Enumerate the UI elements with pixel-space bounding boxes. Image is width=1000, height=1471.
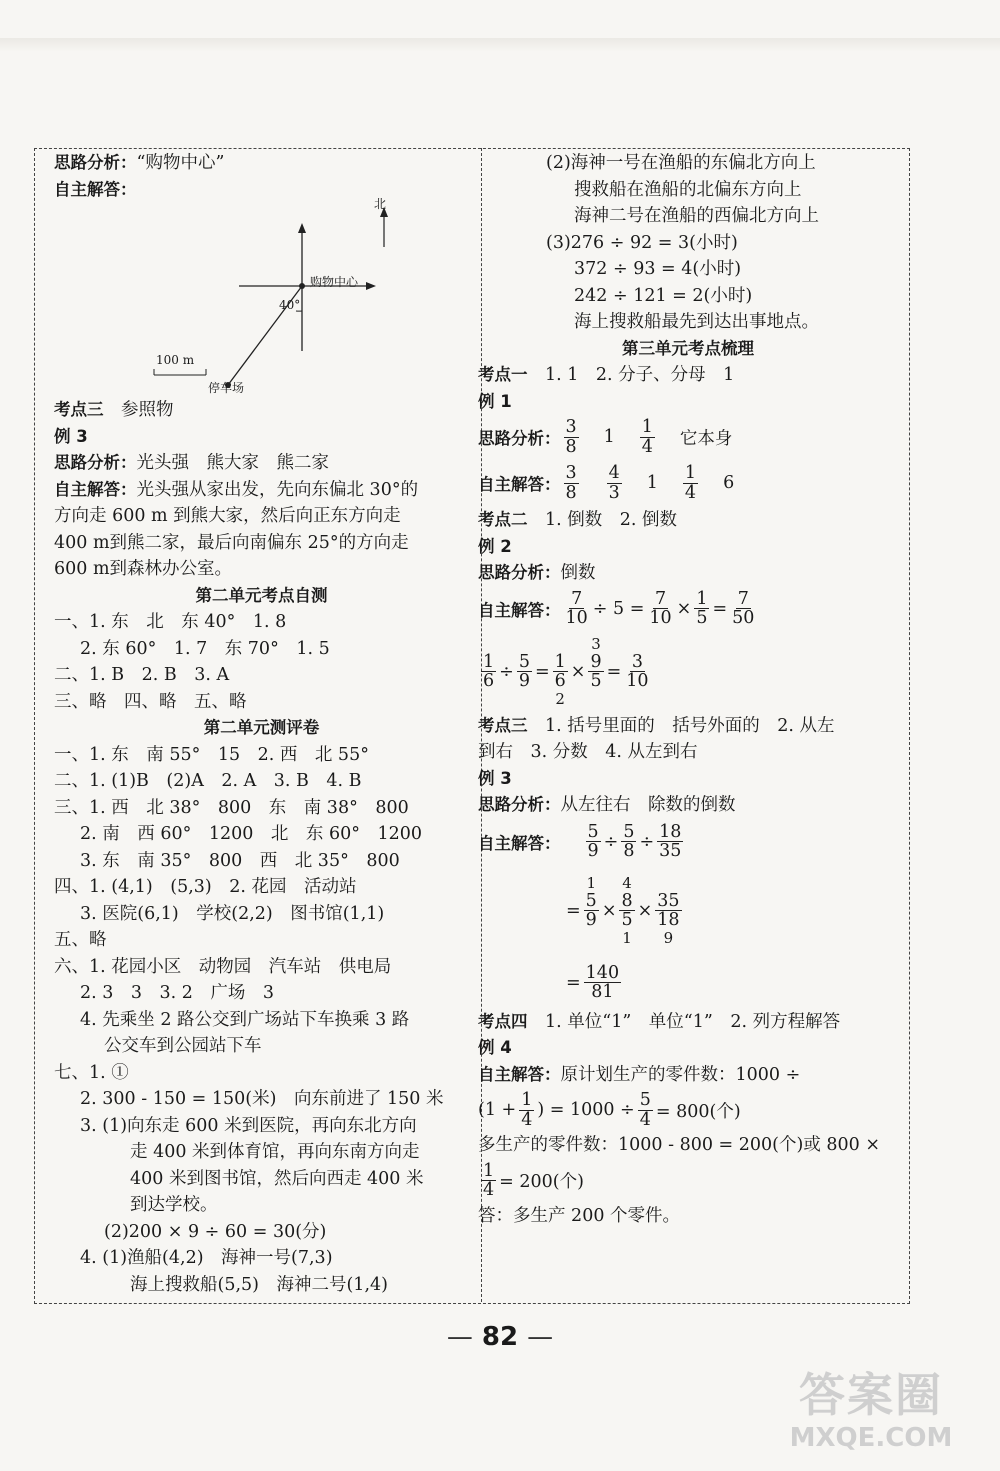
fraction: $\frac{7}{10}$	[565, 588, 588, 628]
section-heading: 第二单元测评卷	[203, 718, 320, 737]
analysis-line: 思路分析：“购物中心”	[54, 153, 225, 173]
analysis-line: 思路分析：从左往右 除数的倒数	[478, 795, 736, 815]
text-line: 4. (1)渔船(4,2) 海神一号(7,3)	[80, 1248, 333, 1268]
text-line: 搜救船在渔船的北偏东方向上	[574, 179, 802, 200]
text-line: 方向走 600 m 到熊大家，然后向正东方向走	[54, 506, 401, 526]
answer-math: $\frac{1}{4}$ = 200(个)	[483, 1160, 584, 1200]
cancel-digit: 4	[622, 873, 632, 892]
answer-math: 自主解答： $\frac{3}{8}$ $\frac{4}{3}$ 1 $\frac{1}{4}$ 6	[478, 463, 735, 503]
scan-edge	[0, 38, 1000, 52]
text-line: 五、略	[54, 930, 107, 950]
text-line: 2. 南 西 60° 1200 北 东 60° 1200	[80, 824, 422, 844]
fraction: $\frac{1}{4}$	[641, 417, 653, 457]
left-column	[54, 150, 469, 1298]
answer-line: 自主解答：原计划生产的零件数：1000 ÷	[478, 1064, 801, 1085]
text-line: 海上搜救船最先到达出事地点。	[574, 312, 819, 332]
fraction: $\frac{1}{4}$	[521, 1090, 533, 1130]
fraction: $\frac{3}{10}$	[626, 651, 649, 691]
text-line: 4. 先乘坐 2 路公交到广场站下车换乘 3 路	[80, 1009, 410, 1030]
example-label: 例 2	[478, 536, 512, 556]
fraction: $\frac{4}{3}$	[608, 463, 620, 503]
text-line: 372 ÷ 93 = 4(小时)	[574, 259, 742, 279]
answer-math: 自主解答： $\frac{7}{10}$ ÷ 5 = $\frac{7}{10}$ × $\frac{1}{5}$ = $\frac{7}{50}$	[478, 588, 755, 628]
text-line: 一、1. 东 南 55° 15 2. 西 北 55°	[54, 744, 369, 765]
answer-line: 自主解答：光头强从家出发，先向东偏北 30°的	[54, 479, 419, 500]
fraction: $\frac{5}{8}$	[623, 821, 635, 861]
text-line: 3. 医院(6,1) 学校(2,2) 图书馆(1,1)	[80, 903, 385, 924]
point-heading: 考点三 参照物	[54, 400, 174, 420]
analysis-math: 思路分析： $\frac{3}{8}$ 1 $\frac{1}{4}$ 它本身	[478, 417, 733, 457]
text-line: 二、1. (1)B (2)A 2. A 3. B 4. B	[54, 771, 362, 791]
fraction: $\frac{18}{35}$	[659, 821, 682, 861]
text-line: 四、1. (4,1) (5,3) 2. 花园 活动站	[54, 877, 357, 897]
cancel-digit: 1	[586, 873, 597, 892]
example-label: 例 1	[478, 391, 512, 411]
north-label: 北	[374, 197, 387, 211]
watermark-logo: 答案圈 MXQE.COM	[789, 1368, 953, 1453]
fraction: $\frac{8}{5}$	[621, 890, 633, 930]
text-line: 600 m到森林办公室。	[54, 559, 233, 579]
example-label: 例 3	[54, 426, 88, 446]
right-column	[478, 150, 898, 1229]
fraction: $\frac{5}{9}$	[518, 651, 530, 691]
angle-label: 40°	[279, 298, 301, 312]
text-line: 242 ÷ 121 = 2(小时)	[574, 285, 753, 306]
text-line: 3. 东 南 35° 800 西 北 35° 800	[80, 850, 400, 871]
answer-math: $\frac{1}{6}$ ÷ $\frac{5}{9}$ = $\frac{1}{6}$ 2 × 3 $\frac{9}{5}$ = $\frac{3}{10}$	[483, 634, 649, 709]
point-heading: 考点四 1. 单位“1” 单位“1” 2. 列方程解答	[478, 1011, 841, 1032]
example-label: 例 3	[478, 768, 512, 788]
section-heading: 第三单元考点梳理	[622, 338, 754, 358]
text-line: 一、1. 东 北 东 40° 1. 8	[54, 612, 287, 632]
fraction: $\frac{1}{4}$	[483, 1160, 495, 1200]
analysis-line: 思路分析：倒数	[478, 563, 596, 583]
text-line: 六、1. 花园小区 动物园 汽车站 供电局	[54, 956, 392, 977]
point-heading: 考点一 1. 1 2. 分子、分母 1	[478, 365, 735, 385]
page-number: — 82 —	[446, 1322, 554, 1352]
text-line: 二、1. B 2. B 3. A	[54, 665, 230, 685]
answer-math: = 1 $\frac{5}{9}$ × 4 $\frac{8}{5}$ 1 × $\frac{35}{18}$ 9	[566, 873, 680, 948]
example-label: 例 4	[478, 1038, 512, 1057]
text-line: 到右 3. 分数 4. 从左到右	[478, 742, 698, 762]
scale-label: 100 m	[156, 353, 195, 367]
parking-label: 停车场	[208, 381, 245, 395]
fraction: $\frac{7}{10}$	[649, 588, 672, 628]
text-line: 2. 3 3 3. 2 广场 3	[80, 983, 275, 1003]
text-line: (3)276 ÷ 92 = 3(小时)	[546, 232, 738, 253]
text-line: 三、略 四、略 五、略	[54, 691, 247, 712]
fraction: $\frac{140}{81}$	[585, 962, 620, 1002]
point-heading: 考点二 1. 倒数 2. 倒数	[478, 510, 678, 530]
text-line: 海上搜救船(5,5) 海神二号(1,4)	[130, 1274, 388, 1295]
center-label: 购物中心	[310, 275, 359, 289]
direction-figure	[144, 197, 402, 395]
fraction: $\frac{1}{5}$	[696, 588, 708, 628]
text-line: 多生产的零件数：1000 - 800 = 200(个)或 800 ×	[478, 1135, 881, 1155]
text-line: 七、1. ①	[54, 1062, 129, 1083]
section-heading: 第二单元考点自测	[195, 585, 328, 605]
cancel-digit: 9	[663, 929, 674, 948]
text-line: 2. 300 - 150 = 150(米) 向东前进了 150 米	[80, 1089, 444, 1109]
fraction: $\frac{1}{6}$	[554, 651, 566, 691]
text-line: 400 米到图书馆，然后向西走 400 米	[130, 1168, 424, 1189]
fraction: $\frac{9}{5}$	[590, 651, 602, 691]
answer-line: 自主解答：	[54, 179, 137, 199]
cancel-digit: 2	[555, 690, 565, 709]
cancel-digit: 3	[591, 634, 601, 653]
text-line: 海神二号在渔船的西偏北方向上	[574, 206, 819, 226]
text-line: 三、1. 西 北 38° 800 东 南 38° 800	[54, 797, 409, 818]
fraction: $\frac{5}{9}$	[587, 821, 599, 861]
text-line: 答：多生产 200 个零件。	[478, 1205, 681, 1226]
fraction: $\frac{5}{9}$	[585, 890, 597, 930]
answer-math: 自主解答： $\frac{5}{9}$ ÷ $\frac{5}{8}$ ÷ $\frac{18}{35}$	[478, 821, 682, 861]
fraction: $\frac{7}{50}$	[732, 588, 755, 628]
text-line: 到达学校。	[130, 1195, 218, 1215]
fraction: $\frac{5}{4}$	[639, 1090, 651, 1130]
fraction: $\frac{1}{4}$	[684, 463, 697, 503]
fraction: $\frac{3}{8}$	[565, 417, 577, 457]
fraction: $\frac{35}{18}$	[657, 890, 680, 930]
text-line: (2)200 × 9 ÷ 60 = 30(分)	[104, 1221, 327, 1242]
answer-math: (1 + $\frac{1}{4}$ ) = 1000 ÷ $\frac{5}{4}$ = 800(个)	[478, 1090, 741, 1130]
text-line: 走 400 米到体育馆，再向东南方向走	[130, 1142, 420, 1162]
point-heading: 考点三 1. 括号里面的 括号外面的 2. 从左	[478, 715, 835, 736]
cancel-digit: 1	[622, 929, 632, 948]
text-line: (2)海神一号在渔船的东偏北方向上	[546, 153, 816, 173]
fraction: $\frac{3}{8}$	[565, 463, 577, 503]
answer-math: = $\frac{140}{81}$	[566, 962, 620, 1002]
text-line: 400 m到熊二家，最后向南偏东 25°的方向走	[54, 532, 409, 553]
fraction: $\frac{1}{6}$	[483, 651, 495, 691]
text-line: 3. (1)向东走 600 米到医院，再向东北方向	[80, 1115, 417, 1136]
text-line: 公交车到公园站下车	[104, 1036, 262, 1056]
analysis-line: 思路分析：光头强 熊大家 熊二家	[54, 453, 329, 473]
text-line: 2. 东 60° 1. 7 东 70° 1. 5	[80, 638, 330, 659]
